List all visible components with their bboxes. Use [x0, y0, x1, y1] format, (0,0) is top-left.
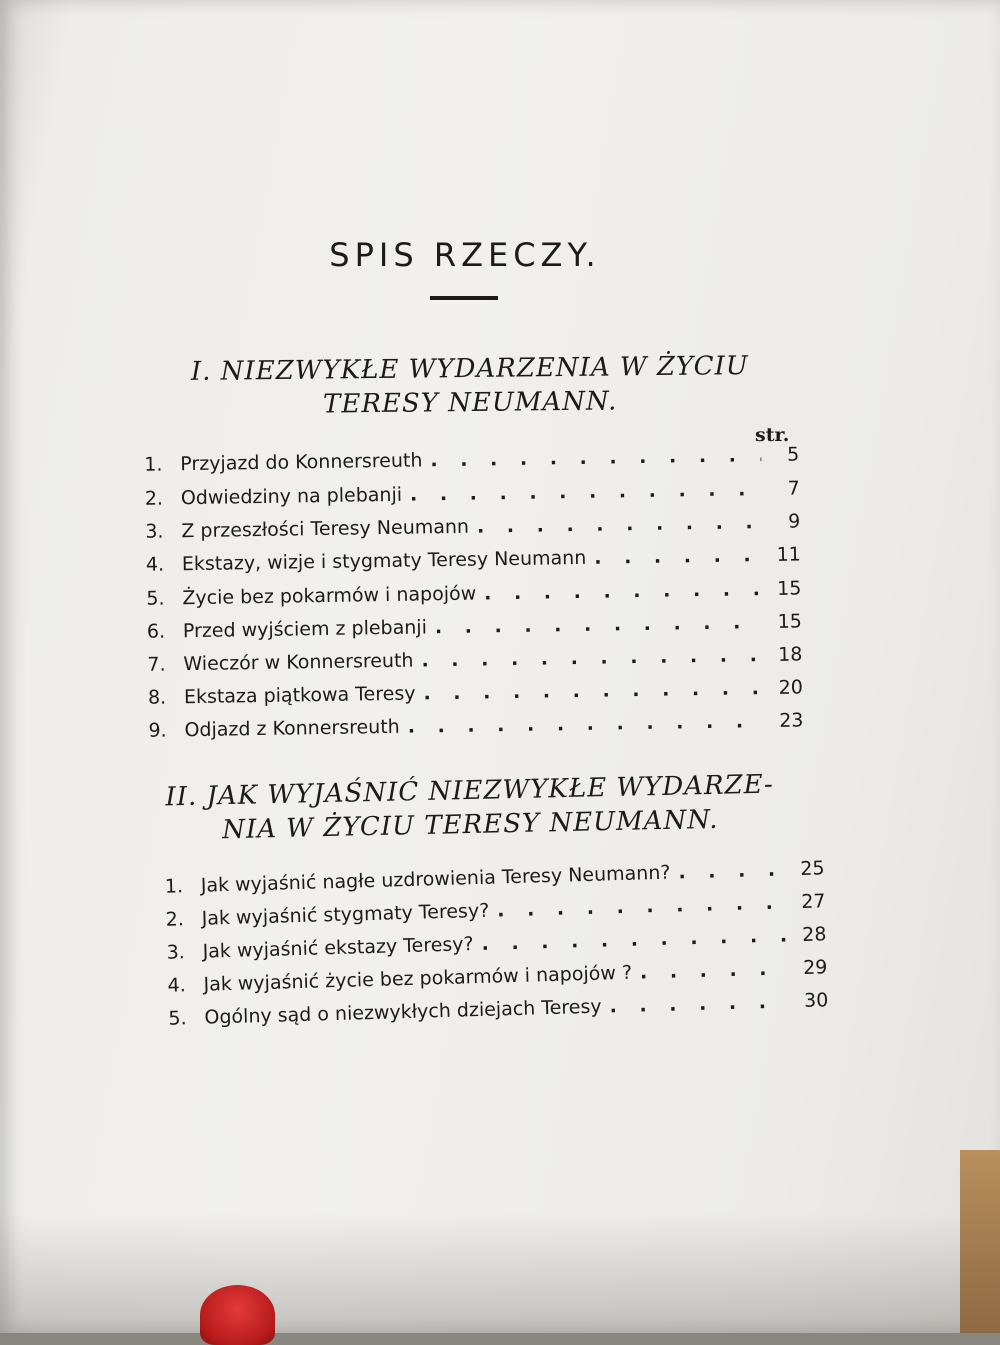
toc-leader-dots — [497, 891, 788, 921]
toc-leader-dots — [640, 957, 790, 983]
toc-item — [147, 610, 802, 642]
toc-item-number: 2. — [144, 487, 164, 510]
toc-item — [165, 890, 825, 930]
toc-item — [146, 577, 801, 609]
toc-item-number: 7. — [147, 653, 166, 676]
title-rule — [430, 296, 498, 300]
toc-leader-dots — [410, 478, 762, 506]
section-2-heading — [139, 767, 800, 849]
toc-item-title: Jak wyjaśnić życie bez pokarmów i napojów ? — [203, 961, 633, 996]
toc-item-title: Odwiedziny na plebanji — [180, 483, 403, 510]
toc-item-number: 4. — [145, 553, 165, 576]
toc-leader-dots — [423, 677, 765, 704]
toc-item-title: Przed wyjściem z plebanji — [182, 616, 428, 643]
toc-item-page: 11 — [776, 543, 801, 566]
toc-item-title: Życie bez pokarmów i napojów — [182, 582, 477, 610]
toc-leader-dots — [594, 544, 763, 569]
page-title: SPIS RZECZY. — [329, 236, 601, 274]
toc-item — [165, 857, 825, 897]
fingertip — [200, 1285, 275, 1345]
toc-item-page: 29 — [802, 956, 828, 979]
toc-item-page: 28 — [801, 923, 827, 946]
toc-leader-dots — [609, 990, 790, 1017]
toc-item-number: 3. — [166, 941, 186, 964]
section-2-heading-line2: NIA W ŻYCIU TERESY NEUMANN. — [221, 804, 719, 846]
toc-item-title: Ekstaza piątkowa Teresy — [183, 682, 416, 709]
toc-leader-dots — [408, 710, 766, 738]
section-1-heading-line1: I. NIEZWYKŁE WYDARZENIA W ŻYCIU — [190, 351, 749, 387]
toc-item — [145, 510, 800, 542]
toc-item — [167, 956, 827, 996]
toc-item-number: 9. — [148, 719, 167, 742]
toc-item — [145, 477, 800, 509]
toc-item-number: 2. — [165, 908, 185, 931]
toc-item-title: Jak wyjaśnić nagłe uzdrowienia Teresy Neumann? — [200, 861, 671, 897]
toc-item — [168, 989, 828, 1029]
section-2-heading-line1: II. JAK WYJAŚNIĆ NIEZWYKŁE WYDARZE- — [165, 769, 775, 813]
toc-item-page: 20 — [778, 676, 804, 699]
toc-item-number: 4. — [167, 974, 187, 997]
toc-item-number: 5. — [146, 587, 165, 610]
toc-leader-dots — [435, 611, 764, 638]
toc-item-title: Ekstazy, wizje i stygmaty Teresy Neumann — [181, 546, 587, 576]
toc-item-page: 25 — [800, 857, 825, 880]
toc-item — [148, 709, 803, 741]
toc-item — [166, 923, 826, 963]
toc-item-number: 1. — [164, 875, 184, 898]
toc-leader-dots — [481, 924, 788, 955]
section-1-heading — [150, 349, 791, 424]
toc-item-title: Z przeszłości Teresy Neumann — [181, 515, 470, 543]
toc-item-page: 18 — [778, 643, 803, 666]
section-1-heading-line2: TERESY NEUMANN. — [322, 386, 618, 420]
toc-leader-dots — [678, 858, 787, 883]
table-edge — [960, 1150, 1000, 1333]
toc-item — [146, 543, 801, 575]
toc-item-number: 1. — [144, 453, 163, 476]
toc-item-title: Odjazd z Konnersreuth — [184, 715, 400, 742]
toc-leader-dots — [421, 644, 764, 671]
page-shadow — [0, 1213, 1000, 1333]
toc-item-title: Ogólny sąd o niezwykłych dziejach Teresy — [204, 995, 602, 1029]
toc-item-page: 27 — [801, 890, 826, 913]
toc-item-title: Przyjazd do Konnersreuth — [180, 449, 423, 476]
toc-item-page: 30 — [803, 989, 829, 1012]
toc-item-title: Jak wyjaśnić stygmaty Teresy? — [201, 899, 490, 930]
toc-item-number: 6. — [146, 620, 166, 643]
toc-item-page: 23 — [779, 709, 804, 732]
toc-item — [144, 444, 799, 476]
toc-item-page: 15 — [776, 577, 802, 600]
page-column-label: str. — [755, 424, 790, 446]
toc-item-page: 9 — [788, 510, 801, 533]
toc-leader-dots — [477, 511, 763, 537]
toc-item-number: 8. — [147, 686, 167, 709]
toc-leader-dots — [430, 444, 761, 471]
toc-item-number: 3. — [145, 520, 164, 543]
toc-item-title: Wieczór w Konnersreuth — [183, 649, 414, 676]
toc-item — [148, 676, 803, 708]
toc-item-page: 5 — [786, 443, 800, 466]
toc-leader-dots — [484, 578, 764, 604]
toc-item-page: 7 — [787, 477, 800, 500]
toc-item-title: Jak wyjaśnić ekstazy Teresy? — [202, 933, 474, 963]
toc-item — [147, 643, 802, 675]
toc-item-page: 15 — [777, 610, 803, 633]
toc-item-number: 5. — [168, 1007, 187, 1030]
